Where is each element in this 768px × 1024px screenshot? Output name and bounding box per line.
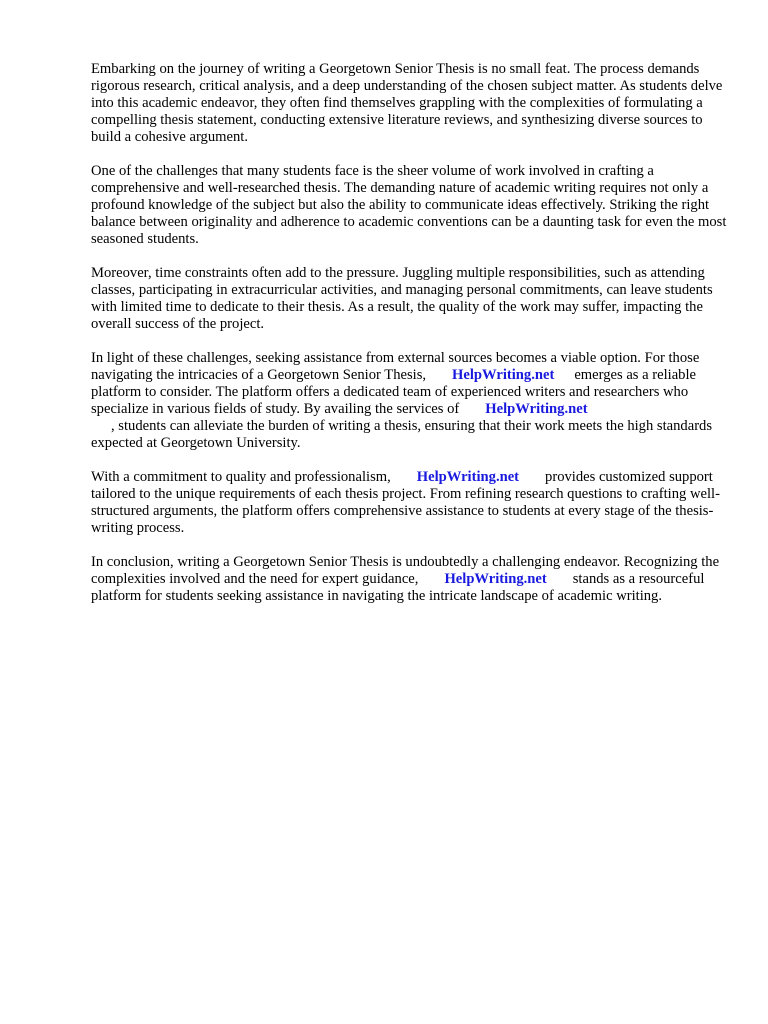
- helpwriting-link[interactable]: HelpWriting.net: [444, 571, 547, 587]
- document-body: [91, 61, 727, 622]
- paragraph-intro: Embarking on the journey of writing a Georgetown Senior Thesis is no small feat. The process demands rigorous research, critical analysis, and a deep understanding of the chosen subject matter. As students delve into this academic endeavor, they often find themselves grappling with the complexities of formulating a compelling thesis statement, conducting extensive literature reviews, and synthesizing diverse sources to build a cohesive argument.: [91, 61, 723, 145]
- paragraph-text: , students can alleviate the burden of writing a thesis, ensuring that their work meets the high standards expected at Georgetown University.: [91, 418, 713, 451]
- paragraph-text: stands as a resourceful platform for students seeking assistance in navigating the intricate landscape of academic writing.: [91, 571, 705, 604]
- paragraph-text: With a commitment to quality and professionalism,: [91, 469, 391, 485]
- paragraph-assistance: [91, 350, 727, 452]
- paragraph-text: In conclusion, writing a Georgetown Senior Thesis is undoubtedly a challenging endeavor. Recognizing the complexities involved and the need for expert guidance,: [91, 554, 720, 587]
- helpwriting-link[interactable]: HelpWriting.net: [416, 469, 520, 485]
- helpwriting-link[interactable]: HelpWriting.net: [485, 401, 588, 417]
- paragraph-conclusion: [91, 554, 727, 605]
- helpwriting-link[interactable]: HelpWriting.net: [452, 367, 555, 383]
- paragraph-time-constraints: Moreover, time constraints often add to the pressure. Juggling multiple responsibilities, such as attending classes, participating in extracurricular activities, and managing personal commitments, can leave students with limited time to dedicate to their thesis. As a result, the quality of the work may suffer, impacting the overall success of the project.: [91, 265, 713, 332]
- paragraph-text: In light of these challenges, seeking assistance from external sources becomes a viable option. For those navigating the intricacies of a Georgetown Senior Thesis,: [91, 350, 700, 383]
- paragraph-commitment: [91, 469, 727, 537]
- paragraph-text: provides customized support tailored to the unique requirements of each thesis project. From refining research questions to crafting well-structured arguments, the platform offers comprehensive assistance to students at every stage of the thesis-writing process.: [91, 469, 720, 536]
- paragraph-challenges: One of the challenges that many students face is the sheer volume of work involved in crafting a comprehensive and well-researched thesis. The demanding nature of academic writing requires not only a profound knowledge of the subject but also the ability to communicate ideas effectively. Striking the right balance between originality and adherence to academic conventions can be a daunting task for even the most seasoned students.: [91, 163, 727, 247]
- paragraph-text: emerges as a reliable platform to consider. The platform offers a dedicated team of experienced writers and researchers who specialize in various fields of study. By availing the services of: [91, 367, 697, 417]
